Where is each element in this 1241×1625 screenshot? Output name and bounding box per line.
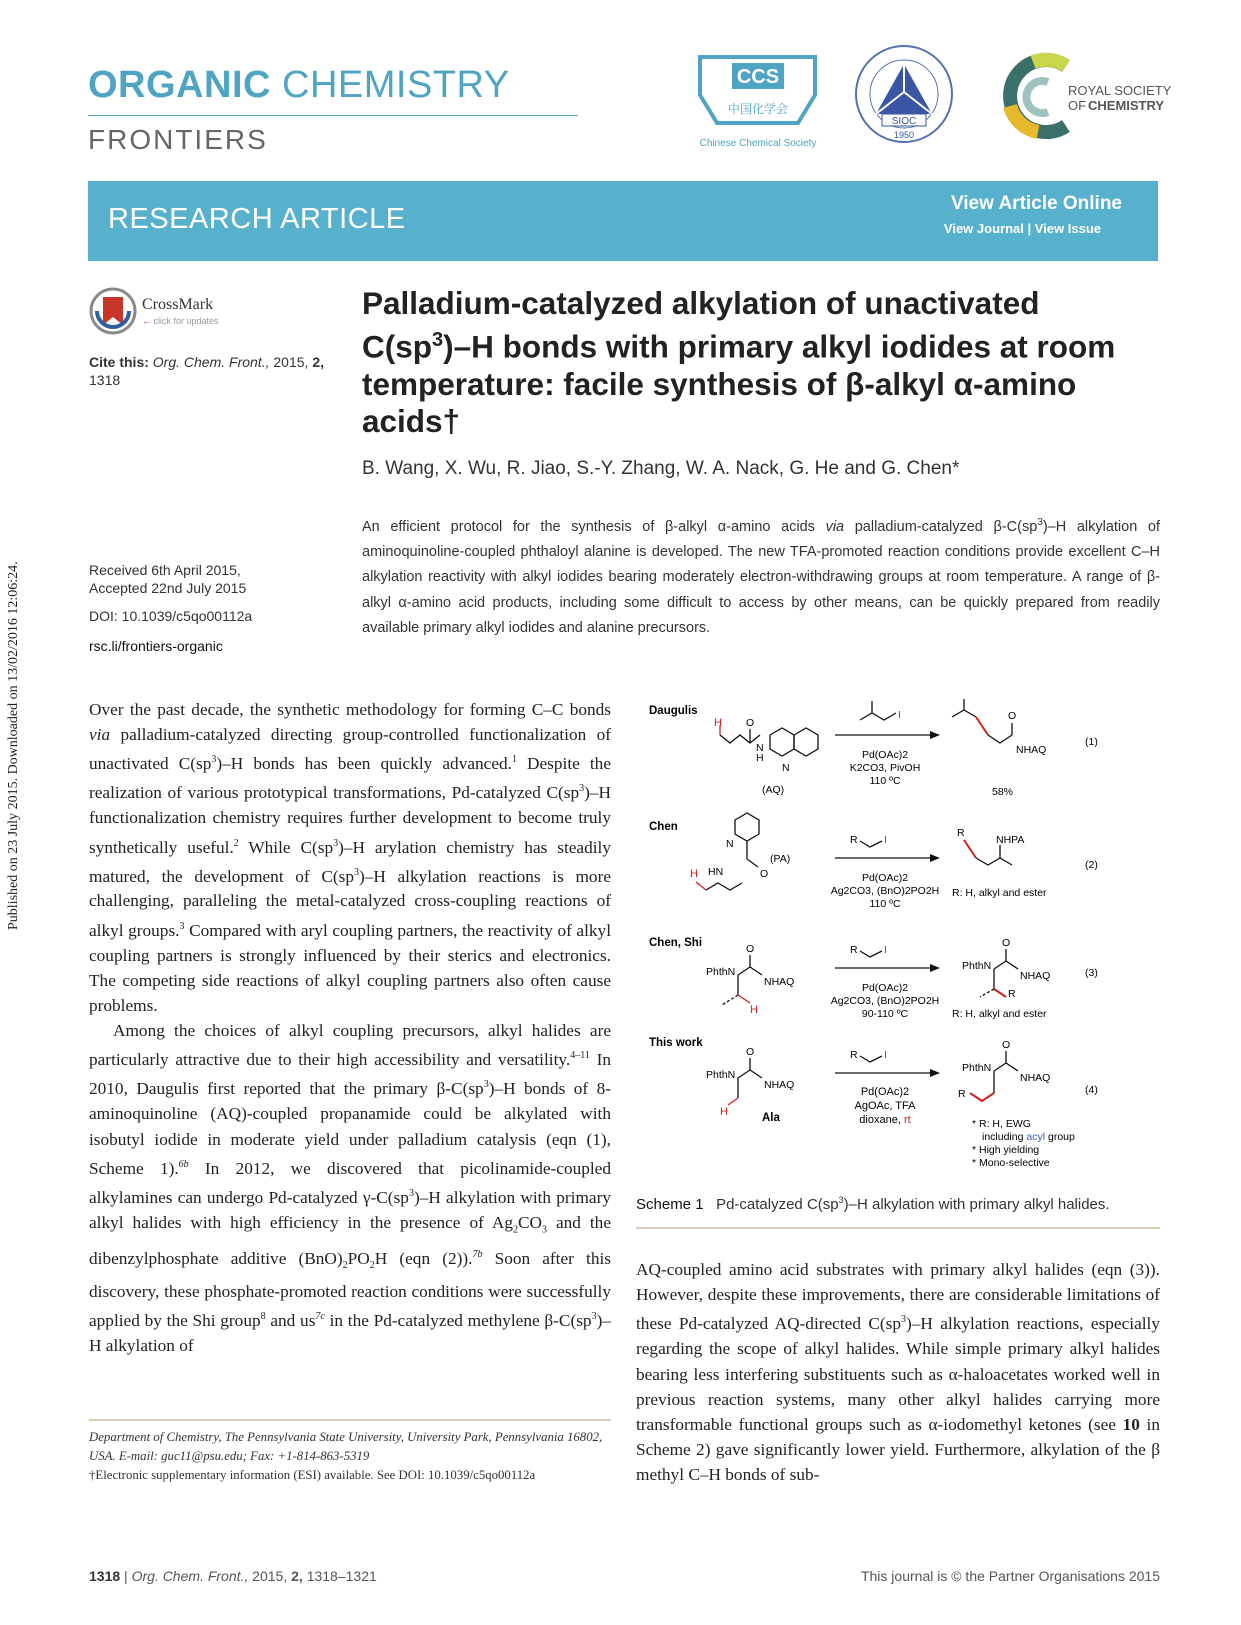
view-issue-link[interactable]: View Issue [1034, 221, 1101, 236]
label-chen-shi: Chen, Shi [649, 937, 703, 949]
accepted-date: Accepted 22nd July 2015 [89, 580, 247, 596]
p1-f: While C(sp [238, 837, 334, 857]
journal-title-light: CHEMISTRY [282, 64, 510, 106]
eq4-note-1: * R: H, EWG [972, 1118, 1031, 1130]
abstract-part-2: palladium-catalyzed β-C(sp [844, 518, 1038, 535]
ccs-chinese-name: 中国化学会 [727, 102, 789, 116]
title-line-4: acids† [362, 402, 461, 439]
publication-note: Published on 23 July 2015. Downloaded on 13/02/2016 12:06:24. [6, 561, 21, 930]
p1-sup-4: 3 [353, 866, 359, 878]
p2-i: H (eqn (2)). [374, 1249, 473, 1269]
eq4-note-1b-a: including [982, 1131, 1027, 1143]
p2-b: In 2010, Daugulis first reported that the primary β-C(sp [89, 1050, 612, 1099]
footer-year: 2015, [252, 1568, 288, 1584]
p1-b: palladium-catalyzed directing group-controlled functionalization of unactivated C(sp [89, 725, 611, 774]
crossmark-badge[interactable] [89, 287, 229, 337]
paragraph-1 [89, 697, 611, 1018]
eq4-cond3-solvent: dioxane, [859, 1114, 904, 1126]
footer-sep: | [124, 1568, 128, 1584]
eq1-prod-o: O [1008, 710, 1017, 722]
cite-volume: 2, [312, 354, 324, 370]
right-text-2: )–H alkylation reactions, especially regarding the scope of alkyl halides. While simple primary alkyl halides bearing less interfering substituents such as α-haloacetates worked well in previous reaction systems, many other alkyl halides carrying more transformable functional groups such as α-iodomethyl ketones (see [636, 1314, 1160, 1434]
rsc-logo-mark [988, 44, 1172, 149]
affiliation: Department of Chemistry, The Pennsylvania State University, University Park, Pennsylvania 16802, USA. E-mail: guc11@psu.edu; Fax: +1-814-863-5319 [89, 1430, 603, 1463]
view-links [944, 221, 1101, 236]
title-line-2 [362, 322, 1182, 366]
page-footer-left [89, 1568, 377, 1584]
abstract-part-1: An efficient protocol for the synthesis of β-alkyl α-amino acids [362, 518, 826, 535]
eq4-prod-o: O [1002, 1039, 1011, 1051]
title-line-1: Palladium-catalyzed alkylation of unactivated [362, 285, 1040, 321]
sioc-year: 1950 [893, 130, 915, 140]
eq3-h: H [750, 1004, 758, 1016]
eq3-prod-nhaq: NHAQ [1020, 970, 1051, 982]
cite-this [89, 353, 344, 389]
abstract-via: via [825, 518, 845, 535]
journal-subtitle: FRONTIERS [88, 124, 268, 155]
p2-sub-4: 2 [369, 1260, 375, 1272]
footer-volume: 2, [291, 1568, 303, 1584]
sioc-logo-mark [852, 42, 957, 152]
eq2-number: (2) [1085, 859, 1098, 871]
ref-7b: 7b [472, 1249, 483, 1261]
scheme-1-drawing [640, 695, 1160, 1180]
eq2-hn: HN [708, 866, 724, 878]
view-article-online-link[interactable]: View Article Online [950, 193, 1122, 214]
ref-6b: 6b [178, 1158, 189, 1170]
eq1-cond1: Pd(OAc)2 [861, 749, 909, 761]
p2-sub-2: 3 [542, 1224, 547, 1236]
eq2-cond3: 110 ºC [869, 898, 901, 910]
eq1-nh-n: N [756, 742, 764, 754]
eq3-phthn: PhthN [706, 966, 736, 978]
eq4-h: H [720, 1106, 728, 1118]
abstract-sup: 3 [1037, 517, 1043, 528]
eq4-note-3: * Mono-selective [972, 1157, 1050, 1169]
scheme-1 [640, 695, 1160, 1180]
eq3-note: R: H, alkyl and ester [952, 1008, 1047, 1020]
p2-sub-3: 2 [342, 1260, 348, 1272]
journal-link[interactable]: rsc.li/frontiers-organic [89, 638, 223, 654]
right-text-3: in Scheme 2) gave significantly lower yield. Furthermore, alkylation of the β methyl C–H bonds of sub- [636, 1414, 1160, 1485]
p2-d: In 2012, we discovered that picolinamide-coupled alkylamines can undergo Pd-catalyzed γ-C(sp [89, 1158, 611, 1207]
ccs-name: Chinese Chemical Society [699, 138, 817, 149]
p2-e: )–H alkylation with primary alkyl halides with high efficiency in the presence of Ag [89, 1187, 611, 1232]
eq4-note-2: * High yielding [972, 1144, 1040, 1156]
sioc-logo [852, 42, 957, 152]
eq4-iodide: I [884, 1049, 887, 1061]
ref-3: 3 [179, 920, 185, 932]
p2-a: Among the choices of alkyl coupling precursors, alkyl halides are particularly attractive due to their high accessibility and versatility. [89, 1021, 611, 1070]
title-line-3: temperature: facile synthesis of β-alkyl α-amino [362, 365, 1077, 402]
eq2-pyridine-n: N [726, 838, 734, 850]
eq1-aq: (AQ) [762, 784, 785, 796]
title-line-2b: )–H bonds with primary alkyl iodides at room [443, 328, 1116, 365]
eq4-r: R [850, 1049, 858, 1061]
view-journal-link[interactable]: View Journal [943, 221, 1024, 236]
eq2-cond2: Ag2CO3, (BnO)2PO2H [830, 885, 940, 897]
ref-8: 8 [260, 1311, 266, 1323]
p2-m: )–H alkylation of [89, 1310, 611, 1355]
article-type: RESEARCH ARTICLE [108, 203, 406, 235]
eq3-cond3: 90-110 ºC [861, 1008, 909, 1020]
eq4-note-1b-acyl: acyl [1026, 1131, 1046, 1143]
eq4-nhaq: NHAQ [764, 1079, 795, 1091]
ref-7c: 7c [315, 1311, 325, 1323]
eq3-cond2: Ag2CO3, (BnO)2PO2H [830, 995, 940, 1007]
p2-f: CO [517, 1212, 542, 1232]
cite-journal: Org. Chem. Front., [152, 354, 270, 370]
right-sup: 3 [901, 1314, 907, 1326]
eq2-h: H [690, 868, 698, 880]
scheme-caption-label: Scheme 1 [636, 1196, 704, 1213]
doi: DOI: 10.1039/c5qo00112a [89, 608, 253, 624]
eq4-ala: Ala [762, 1112, 780, 1124]
footer-pages: 1318–1321 [306, 1568, 377, 1584]
p1-sup-1: 3 [211, 754, 217, 766]
p1-i: Compared with aryl coupling partners, the reactivity of alkyl coupling partners is strongly influenced by their sterics and electronics. The competing side reactions of alkyl coupling partners also often cause problems. [89, 920, 611, 1016]
eq2-prod-r: R [957, 827, 965, 839]
abstract [362, 510, 1160, 641]
p1-d: Despite the realization of various prototypical transformations, Pd-catalyzed C(sp [89, 754, 611, 803]
scheme-caption-a: Pd-catalyzed C(sp [716, 1196, 839, 1213]
body-left-column [89, 697, 611, 1358]
eq3-iodide: I [884, 944, 887, 956]
eq2-pa: (PA) [770, 853, 791, 865]
caption-rule [636, 1227, 1160, 1229]
eq4-cond1: Pd(OAc)2 [860, 1086, 910, 1098]
rsc-chem: CHEMISTRY [1088, 98, 1165, 113]
journal-title-bold: ORGANIC [88, 64, 271, 106]
p2-l: in the Pd-catalyzed methylene β-C(sp [324, 1310, 592, 1330]
esi-note: †Electronic supplementary information (ESI) available. See DOI: 10.1039/c5qo00112a [89, 1468, 536, 1482]
ref-1: 1 [511, 754, 517, 766]
eq1-h: H [714, 717, 722, 729]
eq4-note-1b [982, 1131, 1075, 1143]
eq3-o: O [746, 943, 755, 955]
ref-4-11: 4–11 [570, 1050, 590, 1062]
scheme-caption [636, 1195, 1110, 1213]
eq4-cond2: AgOAc, TFA [854, 1100, 916, 1112]
eq3-nhaq: NHAQ [764, 976, 795, 988]
ccs-logo-mark [690, 45, 825, 155]
eq1-prod: NHAQ [1016, 744, 1047, 756]
paragraph-right [636, 1257, 1160, 1488]
eq2-o: O [760, 868, 769, 880]
view-links-separator: | [1027, 221, 1032, 236]
eq3-prod-phthn: PhthN [962, 960, 992, 972]
right-text-1: AQ-coupled amino acid substrates with primary alkyl halides (eqn (3)). However, despite these improvements, there are considerable limitations of these Pd-catalyzed AQ-directed C(sp [636, 1260, 1160, 1334]
rsc-line1: ROYAL SOCIETY [1068, 83, 1172, 98]
journal-rule [88, 115, 578, 116]
sioc-abbrev: SIOC [891, 116, 917, 127]
eq4-cond3 [859, 1114, 910, 1126]
eq1-cond2: K2CO3, PivOH [849, 762, 921, 774]
title-line-2a: C(sp [362, 328, 432, 365]
eq3-prod-r: R [1008, 988, 1016, 1000]
p2-g: and the dibenzylphosphate additive (BnO) [89, 1212, 611, 1269]
p1-e: )–H functionalization chemistry requires further development to become truly synthetically useful. [89, 783, 611, 857]
p1-via: via [89, 725, 111, 745]
eq2-prod: NHPA [996, 834, 1025, 846]
page-footer-right: This journal is © the Partner Organisations 2015 [860, 1568, 1160, 1584]
p2-sup-1: 3 [483, 1079, 489, 1091]
title-line-2-sup: 3 [432, 329, 444, 351]
label-chen: Chen [649, 821, 678, 833]
eq1-quinoline-n: N [782, 762, 790, 774]
compound-10: 10 [1122, 1414, 1140, 1434]
svg-text:CCS: CCS [736, 66, 780, 88]
p2-k: and us [265, 1310, 316, 1330]
crossmark-name: CrossMark [142, 296, 214, 313]
eq2-r: R [850, 834, 858, 846]
eq4-phthn: PhthN [706, 1069, 736, 1081]
p1-c: )–H bonds has been quickly advanced. [216, 754, 512, 774]
received-date: Received 6th April 2015, [89, 562, 241, 578]
eq4-note-1b-b: group [1045, 1131, 1075, 1143]
article-title [362, 285, 1182, 440]
label-this-work: This work [649, 1037, 703, 1049]
footnotes [89, 1428, 611, 1485]
p2-sub-1: 2 [512, 1224, 518, 1236]
ref-2: 2 [233, 837, 239, 849]
research-article-banner [88, 181, 1158, 261]
footer-journal: Org. Chem. Front., [131, 1568, 249, 1584]
footnote-rule [89, 1419, 611, 1421]
crossmark-arrow-icon: ← [142, 316, 151, 326]
label-daugulis: Daugulis [649, 705, 698, 717]
eq4-prod-phthn: PhthN [962, 1062, 992, 1074]
p1-sup-2: 3 [579, 783, 585, 795]
p1-h: )–H alkylation reactions is more challenging, paralleling the metal-catalyzed cross-coupling reactions of alkyl groups. [89, 866, 611, 940]
eq2-iodide: I [884, 834, 887, 846]
eq2-note: R: H, alkyl and ester [952, 887, 1047, 899]
cite-page: 1318 [89, 372, 121, 388]
rsc-logo [988, 44, 1172, 149]
eq3-prod-o: O [1002, 937, 1011, 949]
eq1-yield: 58% [992, 786, 1014, 798]
rsc-of: OF [1068, 98, 1087, 113]
page-number: 1318 [89, 1568, 121, 1584]
p1-sup-3: 3 [333, 837, 339, 849]
cite-year: 2015, [273, 354, 309, 370]
eq1-cond3: 110 ºC [869, 775, 901, 787]
p2-j: Soon after this discovery, these phosphate-promoted reaction conditions were successfully applied by the Shi group [89, 1249, 611, 1330]
p2-c: )–H bonds of 8-aminoquinoline (AQ)-coupled propanamide could be alkylated with isobutyl iodide in moderate yield under palladium catalysis (eqn (1), Scheme 1). [89, 1079, 611, 1178]
ccs-logo [690, 45, 825, 155]
eq1-iodide: I [898, 709, 901, 721]
eq4-prod-r: R [958, 1088, 966, 1100]
authors: B. Wang, X. Wu, R. Jiao, S.-Y. Zhang, W. A. Nack, G. He and G. Chen* [362, 458, 960, 479]
scheme-caption-sup: 3 [838, 1195, 844, 1205]
eq4-number: (4) [1085, 1084, 1098, 1096]
p2-sup-3: 3 [591, 1311, 597, 1323]
eq3-number: (3) [1085, 967, 1098, 979]
journal-title [88, 66, 510, 104]
eq3-r: R [850, 944, 858, 956]
body-right-column [636, 1257, 1160, 1488]
crossmark-sub [142, 316, 219, 326]
eq1-nh-h: H [756, 752, 764, 764]
paragraph-2 [89, 1018, 611, 1358]
scheme-caption-b: )–H alkylation with primary alkyl halides. [843, 1196, 1110, 1213]
crossmark-sub-text: click for updates [153, 316, 219, 326]
p2-h: PO [347, 1249, 370, 1269]
cite-label: Cite this: [89, 354, 149, 370]
eq1-o: O [746, 717, 755, 729]
crossmark-icon [89, 287, 137, 335]
eq4-prod-nhaq: NHAQ [1020, 1072, 1051, 1084]
p1-a: Over the past decade, the synthetic methodology for forming C–C bonds [89, 700, 611, 719]
eq4-o: O [746, 1046, 755, 1058]
abstract-part-3: )–H alkylation of aminoquinoline-coupled phthaloyl alanine is developed. The new TFA-promoted reaction conditions provide excellent C–H alkylation reactivity with alkyl iodides bearing moderately electron-withdrawing groups at room temperature. A range of β-alkyl α-amino acid products, including some difficult to access by other means, can be quickly prepared from readily available primary alkyl iodides and alanine precursors. [362, 518, 1160, 637]
p2-sup-2: 3 [408, 1187, 414, 1199]
eq3-cond1: Pd(OAc)2 [861, 982, 909, 994]
eq4-cond3-rt: rt [903, 1114, 911, 1126]
p1-g: )–H arylation chemistry has steadily matured, the development of C(sp [89, 837, 611, 886]
eq1-number: (1) [1085, 736, 1098, 748]
eq2-cond1: Pd(OAc)2 [861, 872, 909, 884]
